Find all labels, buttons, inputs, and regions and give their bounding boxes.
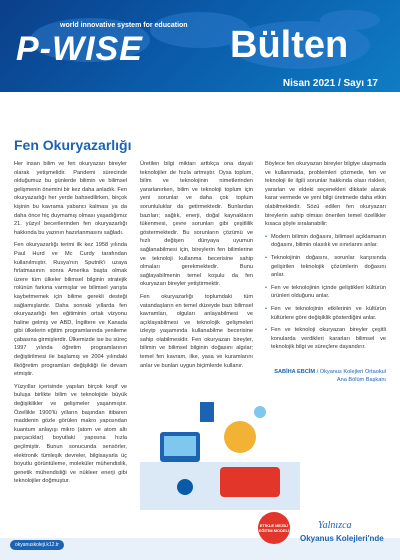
bullet-item: • Fen ve teknolojinin içinde geliştikleri kültürün ürünleri olduğunu anlar. [265, 284, 386, 301]
paragraph: Fen okuryazarlığı toplumdaki tüm vatandaşların en temel düzeyde bazı bilimsel kavramları, olguları anlayabilmesi ve açıklayabilmesi ve teknolojik gelişmeleri izleyip yaşamında kullanabilme becerisine sahip olabilmesidir. Fen okuryazarı bireyler, bilimin ve bilimsel bilginin doğasını algılar; temel fen kavram, ilke, yasa ve kuramlarını anlar ve bunları uygun biçimlerde kullanır. [140, 293, 253, 369]
slogan: Yalnızca [318, 520, 352, 531]
model-badge: ETİKLE MEZİLİ EĞİTİM MODELİ [258, 512, 290, 544]
bullet-item: • Fen ve teknolojinin etkilerinin ve kültürün kültürlere göre değişiklik gösterdiğini anlar. [265, 305, 386, 322]
bullet-item: • Modern bilimin doğasını, bilimsel açıklamanın doğasını, bilimin olasılık ve sınırlarını anlar. [265, 233, 386, 250]
issue-label: Nisan 2021 / Sayı 17 [282, 78, 378, 89]
tagline: world innovative system for education [60, 22, 188, 29]
paragraph: Her insan bilim ve fen okuryazarı bireyler olarak yetişmelidir. Pandemi sürecinde olduğumuz bu günlerde bilimin ve bilimsel gelişmenin önemini bir kez daha anladık. Fen okuryazarlığı her yerde bahsedilirken, birçok kişinin bu kavrama yabancı kalması ya da daha önce hiç duymamış olması yaşadığımız 21. yüzyıl becerilerinden fen okuryazarlığı hakkında bu yazının hazırlanmasını sağladı. [14, 161, 127, 236]
paragraph: Böylece fen okuryazarı bireyler bilgiye ulaşmada ve kullanmada, problemleri çözmede, fen ve teknoloji ile ilgili sorunlar hakkında olası riskleri, yararları ve eldeki seçenekleri dikkate alarak karar vermede ve yeni bilgi üretmede daha etkin olabilmektedir. Sözü edilen fen okuryazarı bireylerin sahip olması önerilen temel özellikler kısaca şöyle sıralanabilir: [265, 161, 386, 228]
science-illustration [140, 392, 300, 510]
footer-url[interactable]: okyanuskoleji.k12.tr [10, 540, 64, 550]
column-2 [140, 160, 253, 374]
author-name: SABİHA EBCİM [274, 369, 316, 375]
article-title: Fen Okuryazarlığı [14, 137, 132, 153]
column-1 [14, 160, 127, 490]
logo: P-WISE [16, 30, 143, 68]
bullet-item: • Teknolojinin doğasını, sorunlar karşısında gelişirilen teknolojik çözümlerin doğasını anlar. [265, 254, 386, 280]
column-3 [265, 160, 386, 356]
paragraph: Fen okuryazarlığı terimi ilk kez 1958 yılında Paul Hurd ve Mc Curdy tarafından kullanılmıştır. Rusya'nın Sputnik'i uzaya fırlatmasının sonra Amerika başta olmak üzere tüm ülkeler bilimsel bilginin stratejik rolünün farkına varmışlar ve bilimsel yarışta kaybetmemek için bilime gerekli desteği sağlamışlardır. Daha sonraki yıllarda fen okuryazarlığı fen eğitiminin ortak vizyonu haline gelmiş ve ABD, İngiltere ve Kanada gibi ülkelerin eğitim programlarında yenileme çabasına girmişlerdir. Ülkemizde ise bu süreç 1997 yılında öğretim programlarının değiştirilmesi ile başlamış ve 2004 yılındaki ilköğretim programları değişikliği ile devam etmiştir. [14, 242, 127, 378]
header-banner [0, 0, 400, 92]
author-role: / Okyanus Kolejleri Ortaokul Ana Bölüm Başkanı [316, 369, 386, 383]
paragraph: Üretilen bilgi miktarı arttıkça ona dayalı teknolojiler de hızla artmıştır. Oysa toplum, bilim ve teknolojinin nimetlerinden yararlanırken, bilim ve teknoloji toplum için yeni sorunlar ve daha çok toplum sorunluluklar da getirmektedir. Bunlardan bazıları; sağlık, enerji, doğal kaynakların tükenmesi, çevre sorunları gibi çeşitlilik göstermektedir. Bu sorunların çözümü ve hızlı değişen dünyaya uyumun sağlanabilmesi için, bireylerin fen bilimlerine ve teknoloji kullanma becerisine sahip olmaları gerekmektedir. Bunu sağlayabilmenin temel koşulu da fen okuryazarı bireyler yetiştirmektir. [140, 161, 253, 288]
slogan-brand: Okyanus Kolejleri'nde [300, 534, 384, 543]
bulten-title: Bülten [230, 24, 349, 66]
paragraph: Yüzyıllar içerisinde yapılan birçok keşif ve buluşa birlikte bilim ve teknolojide büyük değişiklikler ve gelişmeler yaşanmıştır. Özellikle 1900'lü yılların başından itibaren maddenin gözle görülen makro yapısından kuantum anlayışı mikro (atom ve atom altı parçacıklar) boyutlaki yapısına hızla geçilmiştir. Bunun sonucunda sensörler, elektronik tümleşik devreler, bilgisayarla üç boyutlu görüntüleme, moleküler mühendislik, genetik mühendisliği ve nükleer enerji gibi teknolojiler doğmuştur. [14, 383, 127, 485]
bullet-item: • Fen ve teknoloji okuryazarı bireyler çeşitli konularda verdikleri kararları bilimsel ve teknolojik bilgi ve süreçlere dayandırır. [265, 326, 386, 352]
author-block [265, 368, 386, 384]
